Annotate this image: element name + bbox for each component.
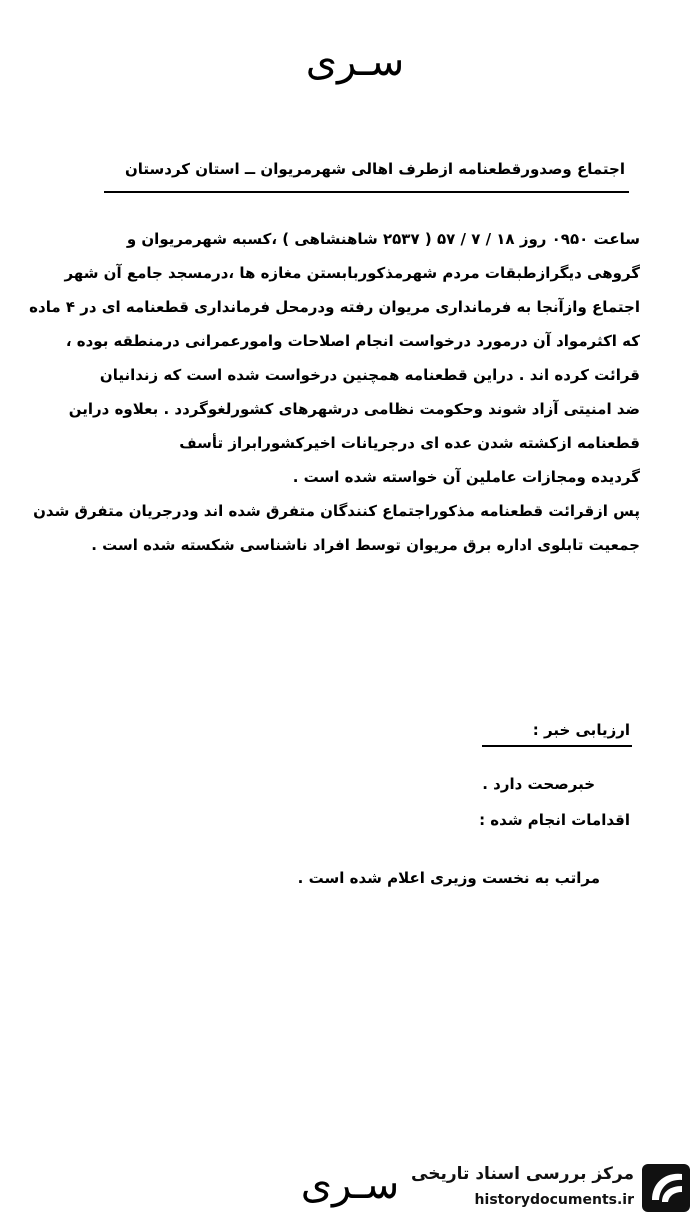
body-line-4: که اکثرمواد آن درمورد درخواست انجام اصلاحات وامورعمرانی درمنطقه بوده ، xyxy=(65,332,640,350)
body-line-5: قرائت کرده اند . دراین قطعنامه همچنین درخواست شده است که زندانیان xyxy=(99,366,640,384)
evaluation-label: ارزیابی خبر : xyxy=(532,721,630,739)
body-line-3: اجتماع وازآنجا به فرمانداری مریوان رفته ودرمحل فرمانداری قطعنامه ای در ۴ ماده xyxy=(29,298,640,316)
document-subject: اجتماع وصدورقطعنامه ازطرف اهالی شهرمریوان ــ استان کردستان xyxy=(124,160,625,178)
document-body xyxy=(28,222,640,562)
watermark-url: historydocuments.ir xyxy=(474,1192,634,1208)
classification-stamp-top: سـری xyxy=(305,39,405,85)
evaluation-underline xyxy=(482,745,632,747)
body-line-8: گردیده ومجازات عاملین آن خواسته شده است . xyxy=(292,468,640,486)
body-line-7: قطعنامه ازکشته شدن عده ای درجریانات اخیرکشورابراز تأسف xyxy=(179,434,640,452)
evaluation-text: خبرصحت دارد . xyxy=(482,775,595,793)
archive-logo-icon xyxy=(640,1162,692,1214)
body-line-1: ساعت ۰۹۵۰ روز ۱۸ / ۷ / ۵۷ ( ۲۵۳۷ شاهنشاهی ) ،کسبه شهرمریوان و xyxy=(126,230,640,248)
body-line-6: ضد امنیتی آزاد شوند وحکومت نظامی درشهرهای کشورلغوگردد . بعلاوه دراین xyxy=(68,400,640,418)
watermark-name: مرکز بررسی اسناد تاریخی xyxy=(411,1164,634,1184)
body-line-10: جمعیت تابلوی اداره برق مریوان توسط افراد ناشناسی شکسته شده است . xyxy=(91,536,640,554)
actions-text: مراتب به نخست وزیری اعلام شده است . xyxy=(297,869,600,887)
actions-label: اقدامات انجام شده : xyxy=(479,811,630,829)
watermark xyxy=(412,1160,692,1220)
subject-underline xyxy=(104,191,629,193)
classification-stamp-bottom: سـری xyxy=(300,1162,400,1208)
body-line-2: گروهی دیگرازطبقات مردم شهرمذکوربابستن مغازه ها ،درمسجد جامع آن شهر xyxy=(64,264,640,282)
body-line-9: پس ازقرائت قطعنامه مذکوراجتماع کنندگان متفرق شده اند ودرجریان متفرق شدن xyxy=(33,502,640,520)
